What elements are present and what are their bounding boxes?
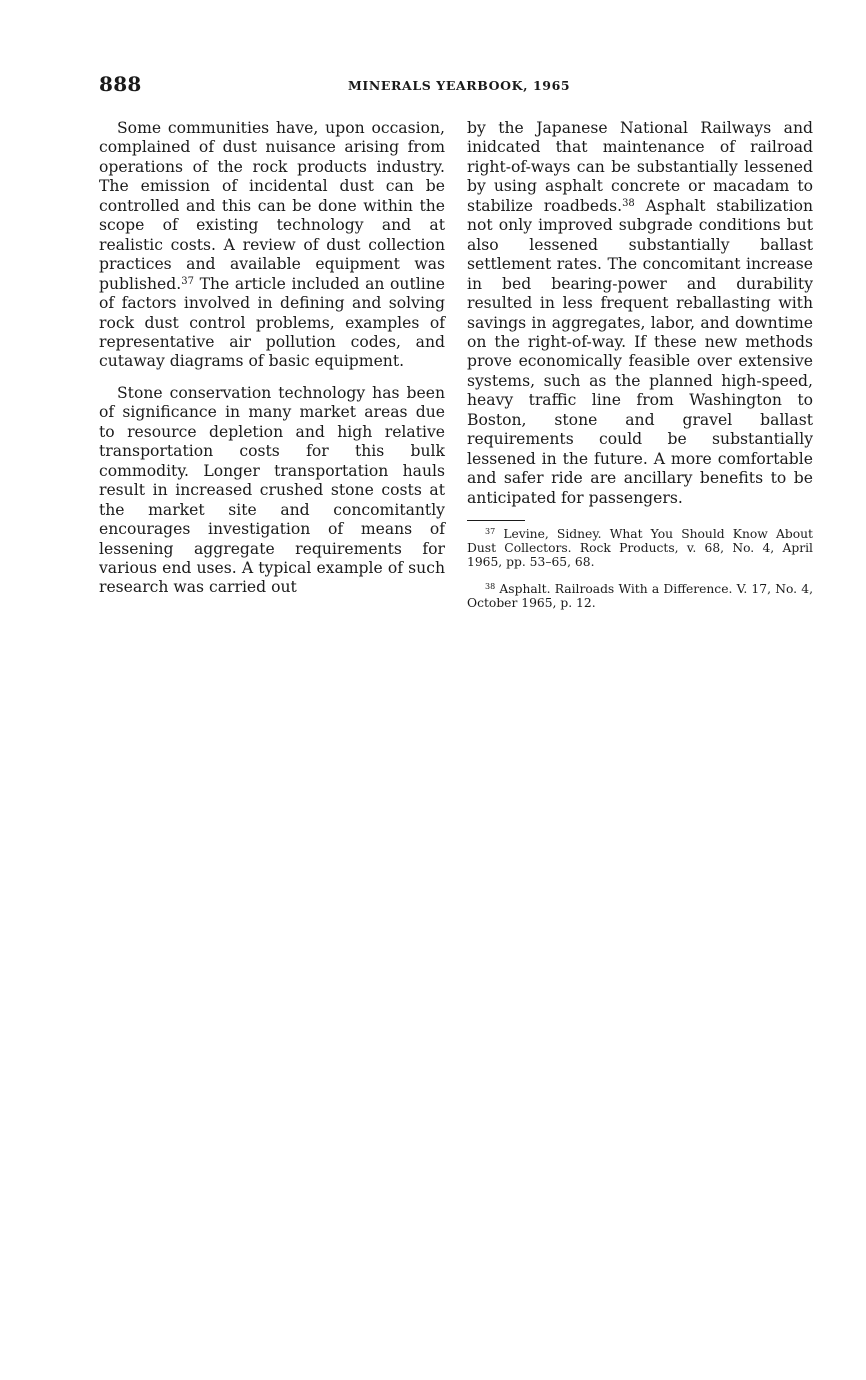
paragraph-stone-conservation: Stone conservation technology has been of significance in many market areas due to resource depletion and high relative transportation costs for this bulk commodity. Longer transportation hauls result in increased crushed stone costs at the market site and concomitantly encourages investigation of means of lessening aggregate requirements for various end uses. A typical example of such research was carried out [99,383,445,597]
paragraph-text: The article included an outline of factors involved in defining and solving rock dust control problems, examples of representative air pollution codes, and cutaway diagrams of basic equipment. [99,274,445,371]
left-column [99,119,445,598]
footnote-text: Levine, Sidney. What You Should Know About Dust Collectors. Rock Products, v. 68, No. 4, April 1965, pp. 53–65, 68. [467,527,813,570]
right-column [467,119,813,610]
footnote-marker: 37 [485,527,496,537]
page-number: 888 [99,72,142,96]
footnote-marker: 38 [485,581,496,591]
footnote-37 [467,527,813,570]
footnote-ref-37[interactable]: 37 [181,275,194,287]
paragraph-dust-nuisance [99,119,445,372]
paragraph-japanese-railways [467,119,813,508]
paragraph-text: by the Japanese National Railways and inidcated that maintenance of railroad right-of-ways can be substantially lessened by using asphalt concrete or macadam to stabilize roadbeds. [467,119,813,215]
footnote-divider [467,520,525,521]
footnote-ref-38[interactable]: 38 [622,197,635,209]
footnote-text: Asphalt. Railroads With a Difference. V. 17, No. 4, October 1965, p. 12. [467,581,813,610]
running-head: MINERALS YEARBOOK, 1965 [348,78,571,93]
footnote-38 [467,582,813,610]
paragraph-text: Asphalt stabilization not only improved subgrade conditions but also lessened substantially ballast settlement rates. The concomitant increase in bed bearing-power and durability resulted in less frequent reballasting with savings in aggregates, labor, and downtime on the right-of-way. If these new methods prove economically feasible over extensive systems, such as the planned high-speed, heavy traffic line from Washington to Boston, stone and gravel ballast requirements could be substantially lessened in the future. A more comfortable and safer ride are ancillary benefits to be anticipated for passengers. [467,196,813,507]
paragraph-text: Some communities have, upon occasion, complained of dust nuisance arising from operations of the rock products industry. The emission of incidental dust can be controlled and this can be done within the scope of existing technology and at realistic costs. A review of dust collection practices and available equipment was published. [99,119,445,293]
